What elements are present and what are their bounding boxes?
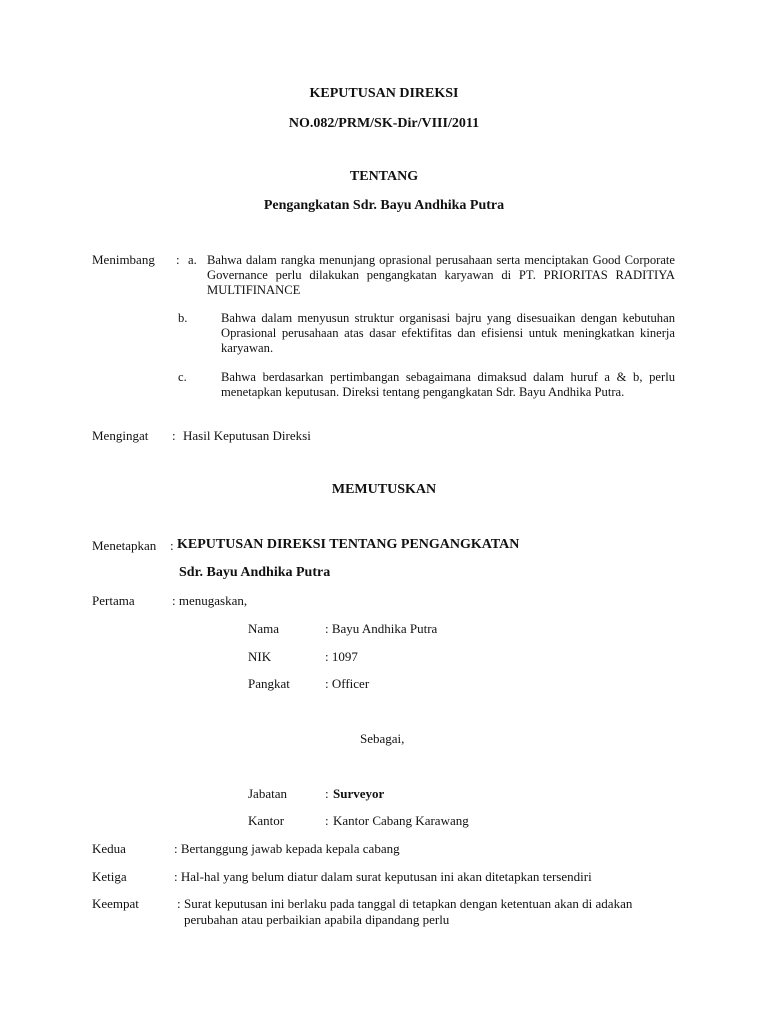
pertama-label: Pertama <box>92 593 135 608</box>
sebagai-text: Sebagai, <box>360 731 405 746</box>
field-key: Nama <box>248 621 280 636</box>
field-value: : Bayu Andhika Putra <box>325 621 438 636</box>
menimbang-label: Menimbang <box>92 252 155 267</box>
ketiga-label: Ketiga <box>92 869 127 884</box>
menetapkan-colon: : <box>170 538 174 553</box>
menimbang-item-c-text: Bahwa berdasarkan pertimbangan sebagaimana dimaksud dalam huruf a & b, perlu menetapkan keputusan. Direksi tentang pengangkatan Sdr. Bayu Andhika Putra. <box>221 370 675 399</box>
decision-heading: MEMUTUSKAN <box>331 482 437 497</box>
kantor-value: Kantor Cabang Karawang <box>333 813 469 828</box>
document-title: KEPUTUSAN DIREKSI <box>309 86 459 101</box>
mengingat-text: Hasil Keputusan Direksi <box>183 428 311 443</box>
kedua-label: Kedua <box>92 841 126 856</box>
menimbang-item-c-marker: c. <box>178 370 187 384</box>
document-number: NO.082/PRM/SK-Dir/VIII/2011 <box>288 116 480 131</box>
menimbang-item-a-marker: a. <box>188 253 197 267</box>
field-key: NIK <box>248 649 272 664</box>
about-heading: TENTANG <box>349 169 419 184</box>
field-value: : 1097 <box>325 649 358 664</box>
mengingat-colon: : <box>172 428 176 443</box>
menimbang-colon: : <box>176 252 180 267</box>
ketiga-text: : Hal-hal yang belum diatur dalam surat keputusan ini akan ditetapkan tersendiri <box>174 869 592 884</box>
mengingat-label: Mengingat <box>92 428 149 443</box>
keempat-line2: perubahan atau perbaikian apabila dipandang perlu <box>184 912 450 927</box>
menimbang-item-b-text: Bahwa dalam menyusun struktur organisasi bajru yang disesuaikan dengan kebutuhan Oprasional perusahaan atas dasar efektifitas dan efisiensi untuk meningkatkan kinerja karyawan. <box>221 311 675 355</box>
keempat-colon: : <box>177 896 181 911</box>
field-key: Pangkat <box>248 676 290 691</box>
kedua-text: : Bertanggung jawab kepada kepala cabang <box>174 841 400 856</box>
field-value: : Officer <box>325 676 370 691</box>
menetapkan-label: Menetapkan <box>92 538 157 553</box>
menimbang-item-a-text <box>207 253 675 298</box>
menetapkan-line1: KEPUTUSAN DIREKSI TENTANG PENGANGKATAN <box>177 537 520 552</box>
kantor-colon: : <box>325 813 329 828</box>
jabatan-colon: : <box>325 786 329 801</box>
document-subject: Pengangkatan Sdr. Bayu Andhika Putra <box>263 198 505 213</box>
jabatan-value: Surveyor <box>333 786 385 801</box>
pertama-text: : menugaskan, <box>172 593 248 608</box>
keempat-line1: Surat keputusan ini berlaku pada tanggal di tetapkan dengan ketentuan akan di adakan <box>184 896 633 911</box>
kantor-label: Kantor <box>248 813 285 828</box>
menimbang-item-a-content: Bahwa dalam rangka menunjang oprasional perusahaan serta menciptakan Good Corporate Governance perlu dilakukan pengangkatan karyawan di PT. PRIORITAS RADITIYA MULTIFINANCE <box>207 253 675 297</box>
jabatan-label: Jabatan <box>248 786 287 801</box>
menimbang-item-b-marker: b. <box>178 311 188 325</box>
keempat-label: Keempat <box>92 896 139 911</box>
menetapkan-line2: Sdr. Bayu Andhika Putra <box>179 565 331 580</box>
